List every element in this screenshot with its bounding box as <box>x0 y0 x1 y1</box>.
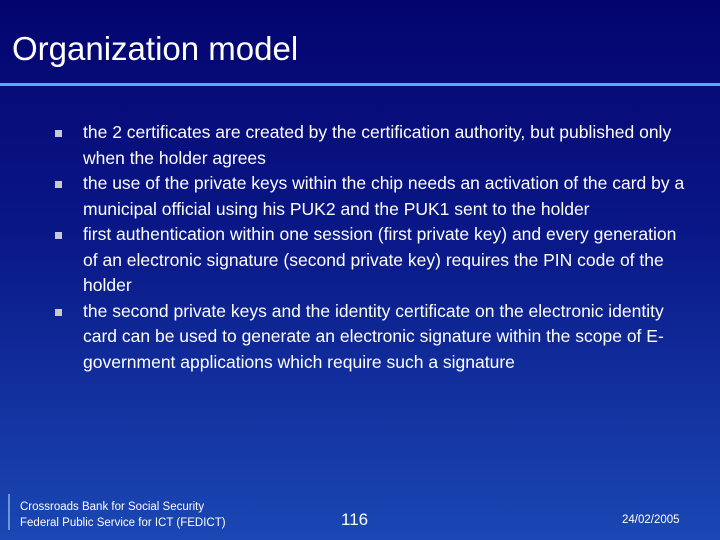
square-bullet-icon <box>55 181 62 188</box>
bullet-item <box>55 299 695 376</box>
bullet-list <box>55 120 695 375</box>
bullet-text: the 2 certificates are created by the certification authority, but published only when the holder agrees <box>83 122 672 168</box>
square-bullet-icon <box>55 130 62 137</box>
footer-date: 24/02/2005 <box>622 514 680 526</box>
bullet-item <box>55 171 695 222</box>
title-divider <box>0 83 720 86</box>
square-bullet-icon <box>55 232 62 239</box>
footer-divider <box>8 494 10 530</box>
bullet-item <box>55 120 695 171</box>
footer-org-line: Crossroads Bank for Social Security <box>20 501 205 513</box>
square-bullet-icon <box>55 309 62 316</box>
bullet-item <box>55 222 695 299</box>
bullet-text: first authentication within one session (first private key) and every generation of an electronic signature (second private key) requires the PIN code of the holder <box>83 224 677 295</box>
footer-organization <box>20 499 226 531</box>
page-number: 116 <box>341 510 369 529</box>
bullet-text: the second private keys and the identity certificate on the electronic identity card can be used to generate an electronic signature within the scope of E-government applications which require such a signature <box>83 300 664 372</box>
bullet-text: the use of the private keys within the chip needs an activation of the card by a municipal official using his PUK2 and the PUK1 sent to the holder <box>83 173 685 219</box>
footer-org-line: Federal Public Service for ICT (FEDICT) <box>20 517 226 529</box>
slide-title: Organization model <box>12 30 299 67</box>
